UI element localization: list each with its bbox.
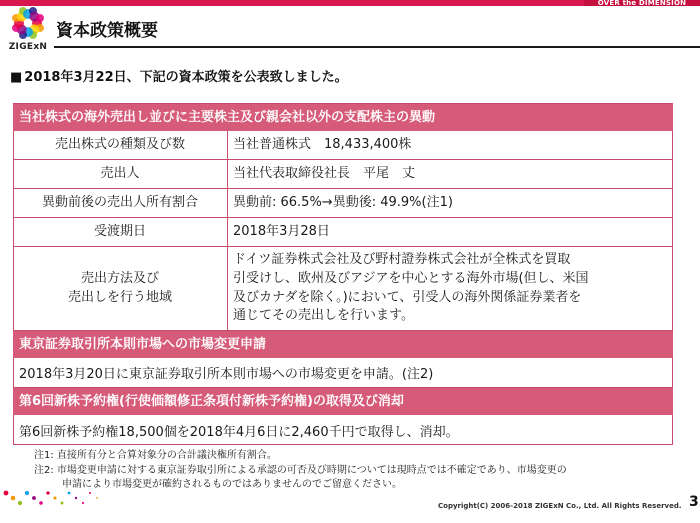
- row-value-line: 及びカナダを除く。)において、引受人の海外関係証券業者を: [233, 289, 582, 305]
- table-row: [13, 189, 673, 218]
- announcement-text: 2018年3月22日、下記の資本政策を公表致しました。: [24, 70, 348, 85]
- decorative-dot: [11, 496, 16, 501]
- decorative-dot: [75, 497, 77, 499]
- footnote-2: 注2: 市場変更申請に対する東京証券取引所による承認の可否及び時期については現時点では不確定であり、市場変更の: [34, 464, 567, 476]
- decorative-dots-icon: [0, 487, 120, 517]
- row-value: 当社普通株式 18,433,400株: [233, 136, 412, 152]
- section-header-market-change: 東京証券取引所本則市場への市場変更申請: [13, 331, 673, 358]
- section-header-stock-acquisition-rights: 第6回新株予約権(行使価額修正条項付新株予約権)の取得及び消却: [13, 388, 673, 415]
- row-label: 異動前後の売出人所有割合: [13, 189, 228, 217]
- decorative-dot: [53, 496, 56, 499]
- table-row: [13, 131, 673, 160]
- decorative-dot: [18, 501, 22, 505]
- footnotes: [34, 449, 567, 493]
- header-divider: [54, 46, 700, 48]
- stock-acquisition-text: 第6回新株予約権18,500個を2018年4月6日に2,460千円で取得し、消却。: [19, 424, 459, 440]
- decorative-dot: [82, 502, 84, 504]
- copyright: Copyright(C) 2006-2018 ZIGExN Co., Ltd. All Rights Reserved.: [438, 502, 682, 510]
- row-value: 異動前: 66.5%→異動後: 49.9%(注1): [233, 194, 453, 210]
- company-logo: [6, 4, 50, 52]
- table-row: [13, 218, 673, 247]
- row-value: [227, 247, 673, 330]
- row-value-line: 通じてその売出しを行います。: [233, 308, 414, 324]
- row-label: 売出株式の種類及び数: [13, 131, 228, 159]
- announcement: [10, 66, 348, 85]
- row-label: [13, 247, 228, 330]
- table-row: [13, 160, 673, 189]
- page-number: 3: [689, 494, 699, 510]
- decorative-dot: [32, 496, 36, 500]
- logo-text: ZIGExN: [8, 42, 48, 52]
- decorative-dot: [46, 491, 49, 494]
- section-header-secondary-offering: 当社株式の海外売出し並びに主要株主及び親会社以外の支配株主の異動: [13, 104, 673, 131]
- announcement-bullet: ■: [10, 70, 23, 85]
- table-row-sale-method: [13, 247, 673, 331]
- decorative-dot: [4, 491, 9, 496]
- decorative-dot: [96, 497, 98, 499]
- decorative-dot: [61, 502, 64, 505]
- row-value-line: 引受けし、欧州及びアジアを中心とする海外市場(但し、米国: [233, 270, 589, 286]
- row-value-line: ドイツ証券株式会社及び野村證券株式会社が全株式を買取: [233, 251, 571, 267]
- logo-mark-icon: [9, 4, 47, 42]
- row-label-line: 売出方法及び: [80, 270, 159, 286]
- decorative-dot: [68, 492, 71, 495]
- decorative-dot: [25, 491, 29, 495]
- row-value: 2018年3月28日: [233, 223, 330, 239]
- row-label: 受渡期日: [13, 218, 228, 246]
- decorative-dot: [89, 492, 91, 494]
- footnote-1: 注1: 直接所有分と合算対象分の合計議決権所有割合。: [34, 450, 277, 461]
- logo-petal: [36, 14, 44, 22]
- row-value: 当社代表取締役社長 平尾 丈: [233, 165, 416, 181]
- tagline: OVER the DIMENSION: [584, 0, 700, 6]
- market-change-text: 2018年3月20日に東京証券取引所本則市場への市場変更を申請。(注2): [13, 358, 673, 388]
- row-label: 売出人: [13, 160, 228, 188]
- decorative-dot: [39, 501, 43, 505]
- row-label-line: 売出しを行う地域: [67, 289, 172, 305]
- page-title: 資本政策概要: [56, 21, 158, 41]
- footnote-2-continued: 申請により市場変更が確約されるものではありませんのでご留意ください。: [62, 479, 402, 490]
